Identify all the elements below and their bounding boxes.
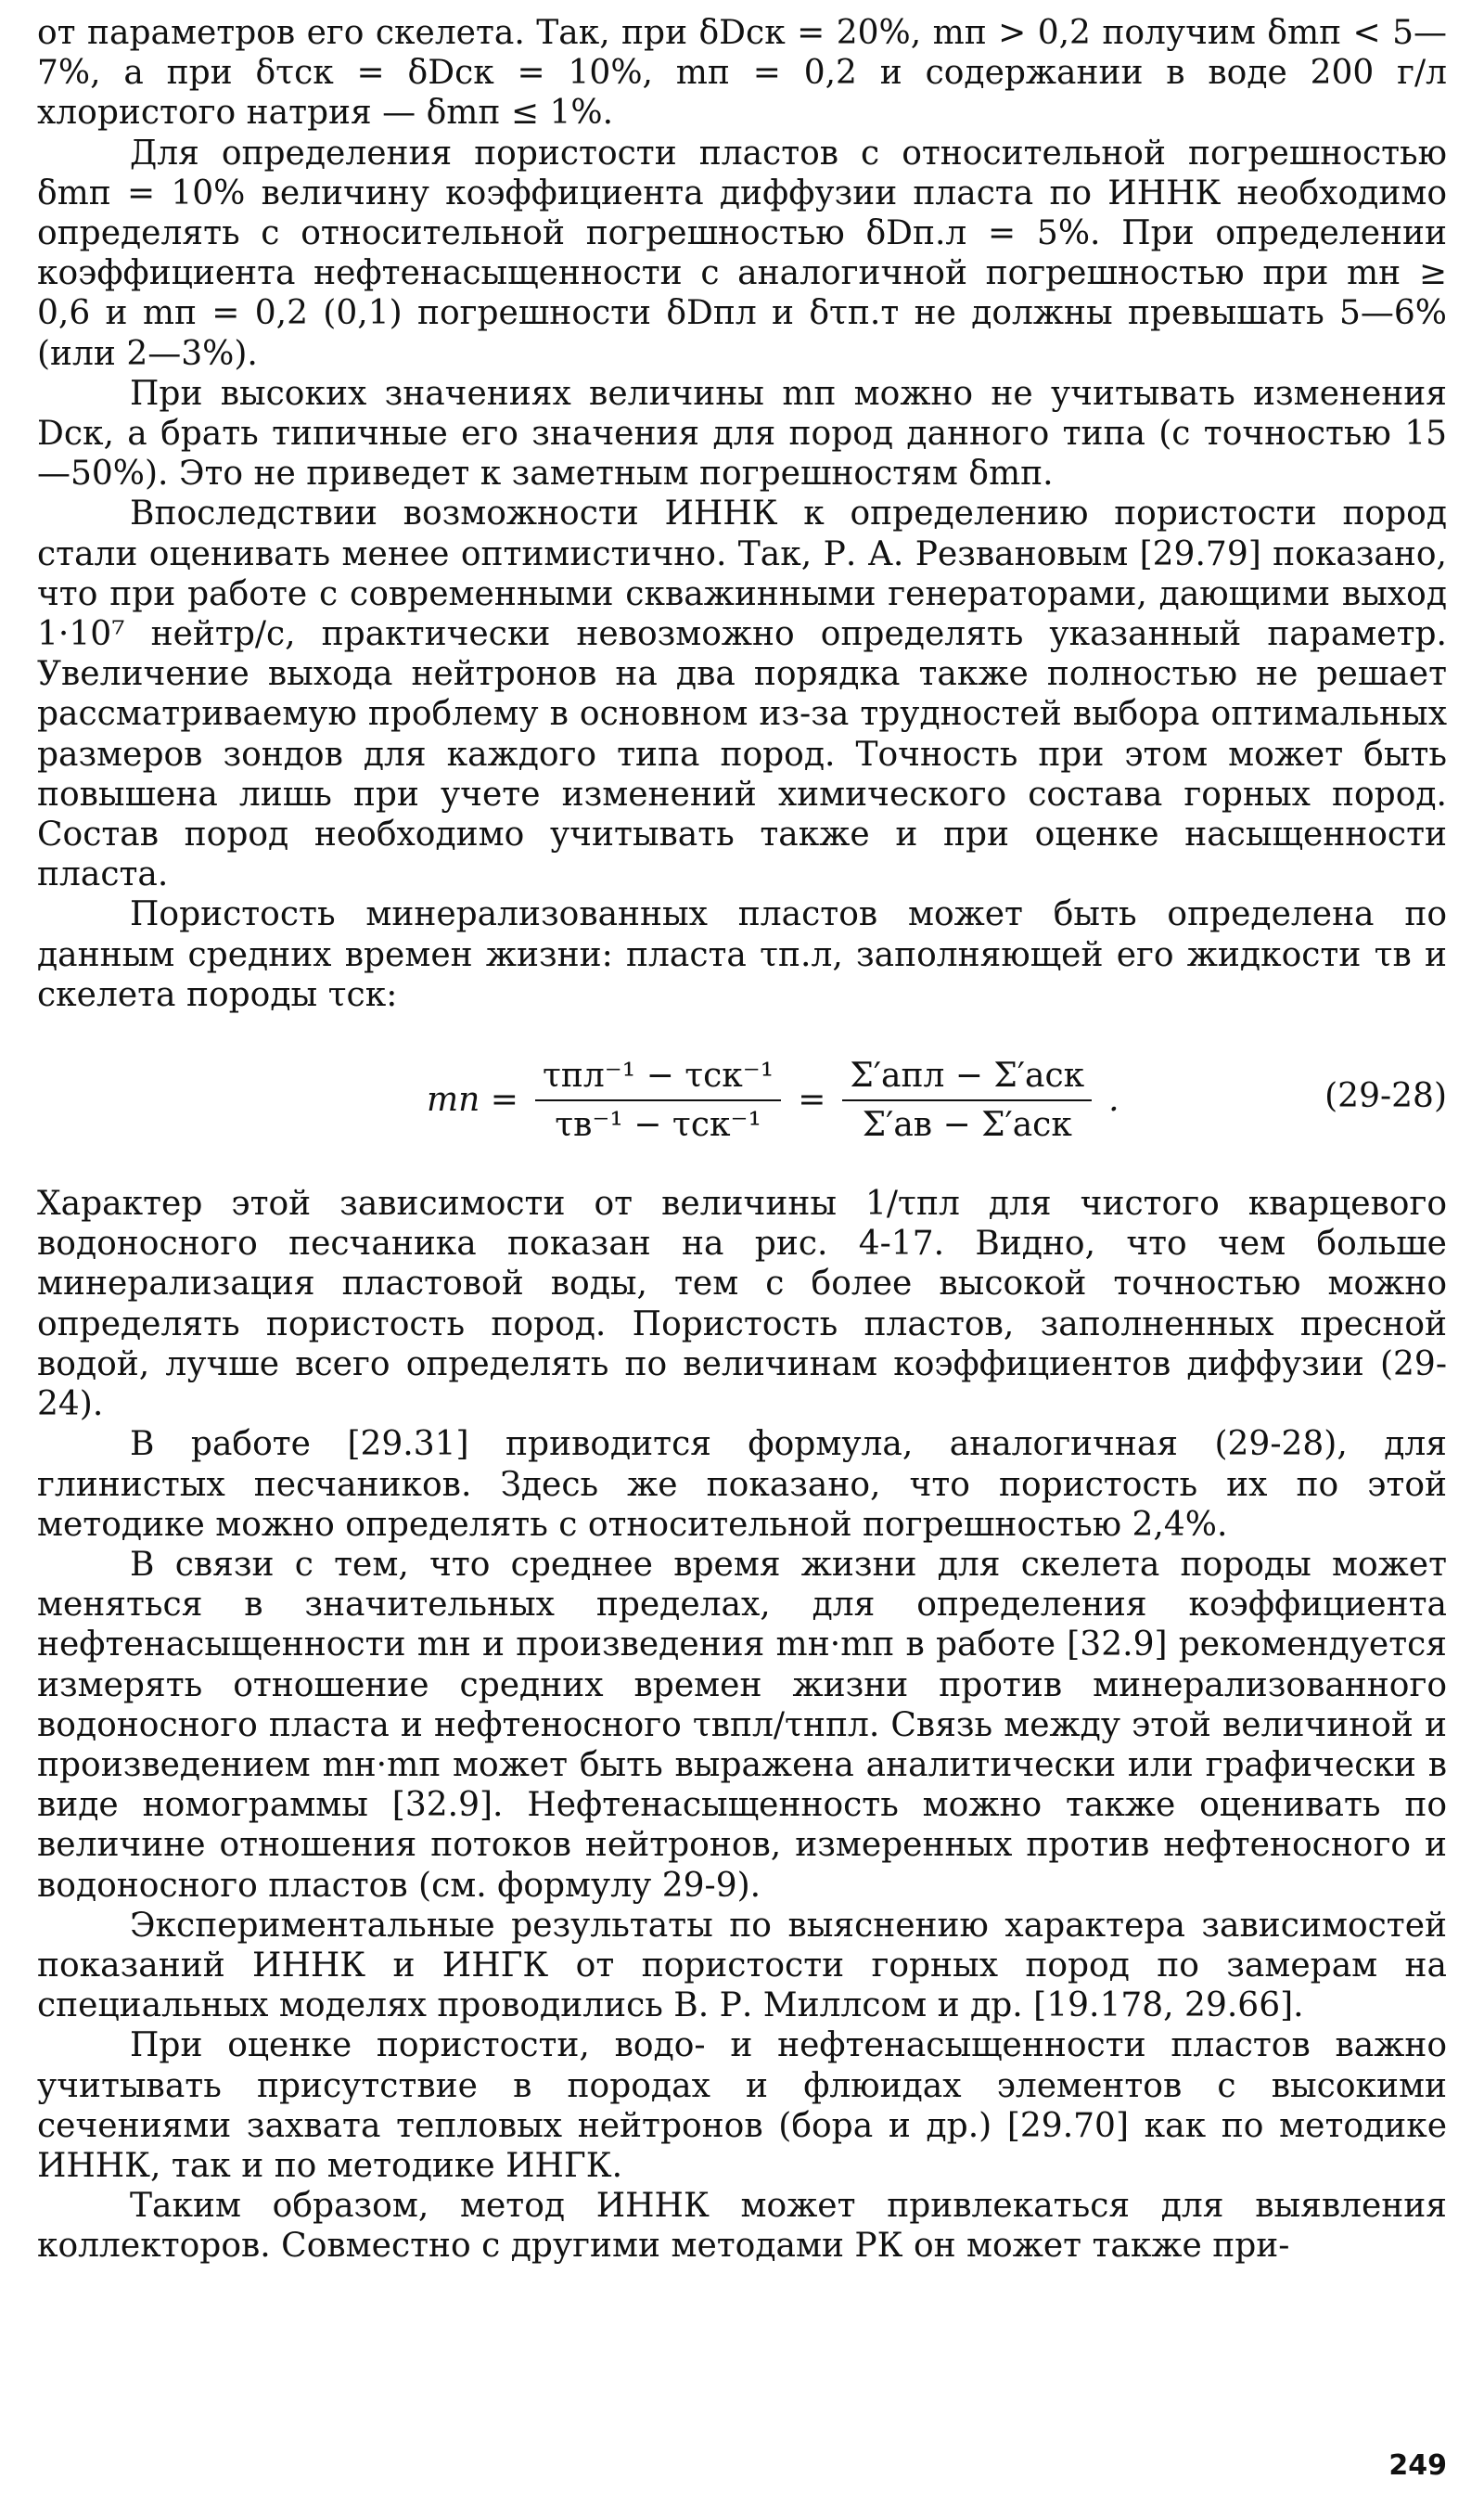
paragraph-1: от параметров его скелета. Так, при δDск = 20%, mп > 0,2 получим δmп < 5—7%, а при δτск = δDск = 10%, mп = 0,2 и содержании в воде 200 г/л хлористого натрия — δmп ≤ 1%. (37, 14, 1447, 133)
paragraph-6: Характер этой зависимости от величины 1/τпл для чистого кварцевого водоносного песчаника показан на рис. 4-17. Видно, что чем больше минерализация пластовой воды, тем с более высокой точностью можно определять пористость пород. Пористость пластов, заполненных пресной водой, лучше всего определять по величинам коэффициентов диффузии (29-24). (37, 1185, 1447, 1424)
fraction-2-numerator: Σ′aпл − Σ′aск (842, 1056, 1092, 1101)
paragraph-8: В связи с тем, что среднее время жизни для скелета породы может меняться в значительных пределах, для определения коэффициента нефтенасыщенности mн и произведения mн·mп в работе [32.9] рекомендуется измерять отношение средних времен жизни против минерализованного водоносного пласта и нефтеносного τвпл/τнпл. Связь между этой величиной и произведением mн·mп может быть выражена аналитически или графически в виде номограммы [32.9]. Нефтенасыщенность можно также оценивать по величине отношения потоков нейтронов, измеренных против нефтеносного и водоносного пластов (см. формулу 29-9). (37, 1545, 1447, 1905)
paragraph-10: При оценке пористости, водо- и нефтенасыщенности пластов важно учитывать присутствие в породах и флюидах элементов с высокими сечениями захвата тепловых нейтронов (бора и др.) [29.70] как по методике ИННК, так и по методике ИНГК. (37, 2026, 1447, 2185)
fraction-1-numerator: τпл⁻¹ − τск⁻¹ (535, 1056, 781, 1101)
paragraph-3: При высоких значениях величины mп можно не учитывать изменения Dск, а брать типичные его значения для пород данного типа (с точностью 15—50%). Это не приведет к заметным погрешностям δmп. (37, 374, 1447, 494)
formula-end: . (1108, 1081, 1119, 1120)
fraction-1-denominator: τв⁻¹ − τск⁻¹ (555, 1106, 761, 1145)
fraction-2-denominator: Σ′aв − Σ′aск (862, 1106, 1072, 1145)
paragraph-11: Таким образом, метод ИННК может привлекаться для выявления коллекторов. Совместно с другими методами РК он может также при- (37, 2187, 1447, 2266)
formula-fraction-1 (535, 1056, 781, 1145)
formula-29-28 (37, 1026, 1447, 1175)
paragraph-9: Экспериментальные результаты по выяснению характера зависимостей показаний ИННК и ИНГК от пористости горных пород по замерам на специальных моделях проводились В. Р. Миллсом и др. [19.178, 29.66]. (37, 1906, 1447, 2025)
paragraph-2: Для определения пористости пластов с относительной погрешностью δmп = 10% величину коэффициента диффузии пласта по ИННК необходимо определять с относительной погрешностью δDп.л = 5%. При определении коэффициента нефтенасыщенности с аналогичной погрешностью при mн ≥ 0,6 и mп = 0,2 (0,1) погрешности δDпл и δτп.т не должны превышать 5—6% (или 2—3%). (37, 134, 1447, 373)
formula-body (427, 1026, 1119, 1175)
formula-lhs: mп = (427, 1081, 518, 1120)
page-content (37, 13, 1447, 2267)
page-number: 249 (1388, 2449, 1447, 2482)
paragraph-5: Пористость минерализованных пластов может быть определена по данным средних времен жизни: пласта τп.л, заполняющей его жидкости τв и скелета породы τск: (37, 895, 1447, 1014)
paragraph-7: В работе [29.31] приводится формула, аналогичная (29-28), для глинистых песчаников. Здесь же показано, что пористость их по этой методике можно определять с относительной погрешностью 2,4%. (37, 1425, 1447, 1544)
formula-equals: = (798, 1081, 826, 1120)
formula-fraction-2 (842, 1056, 1092, 1145)
paragraph-4: Впоследствии возможности ИННК к определению пористости пород стали оценивать менее оптимистично. Так, Р. А. Резвановым [29.79] показано, что при работе с современными скважинными генераторами, дающими выход 1·10⁷ нейтр/с, практически невозможно определять указанный параметр. Увеличение выхода нейтронов на два порядка также полностью не решает рассматриваемую проблему в основном из-за трудностей выбора оптимальных размеров зондов для каждого типа пород. Точность при этом может быть повышена лишь при учете изменений химического состава горных пород. Состав пород необходимо учитывать также и при оценке насыщенности пласта. (37, 495, 1447, 894)
equation-number: (29-28) (1324, 1077, 1447, 1116)
